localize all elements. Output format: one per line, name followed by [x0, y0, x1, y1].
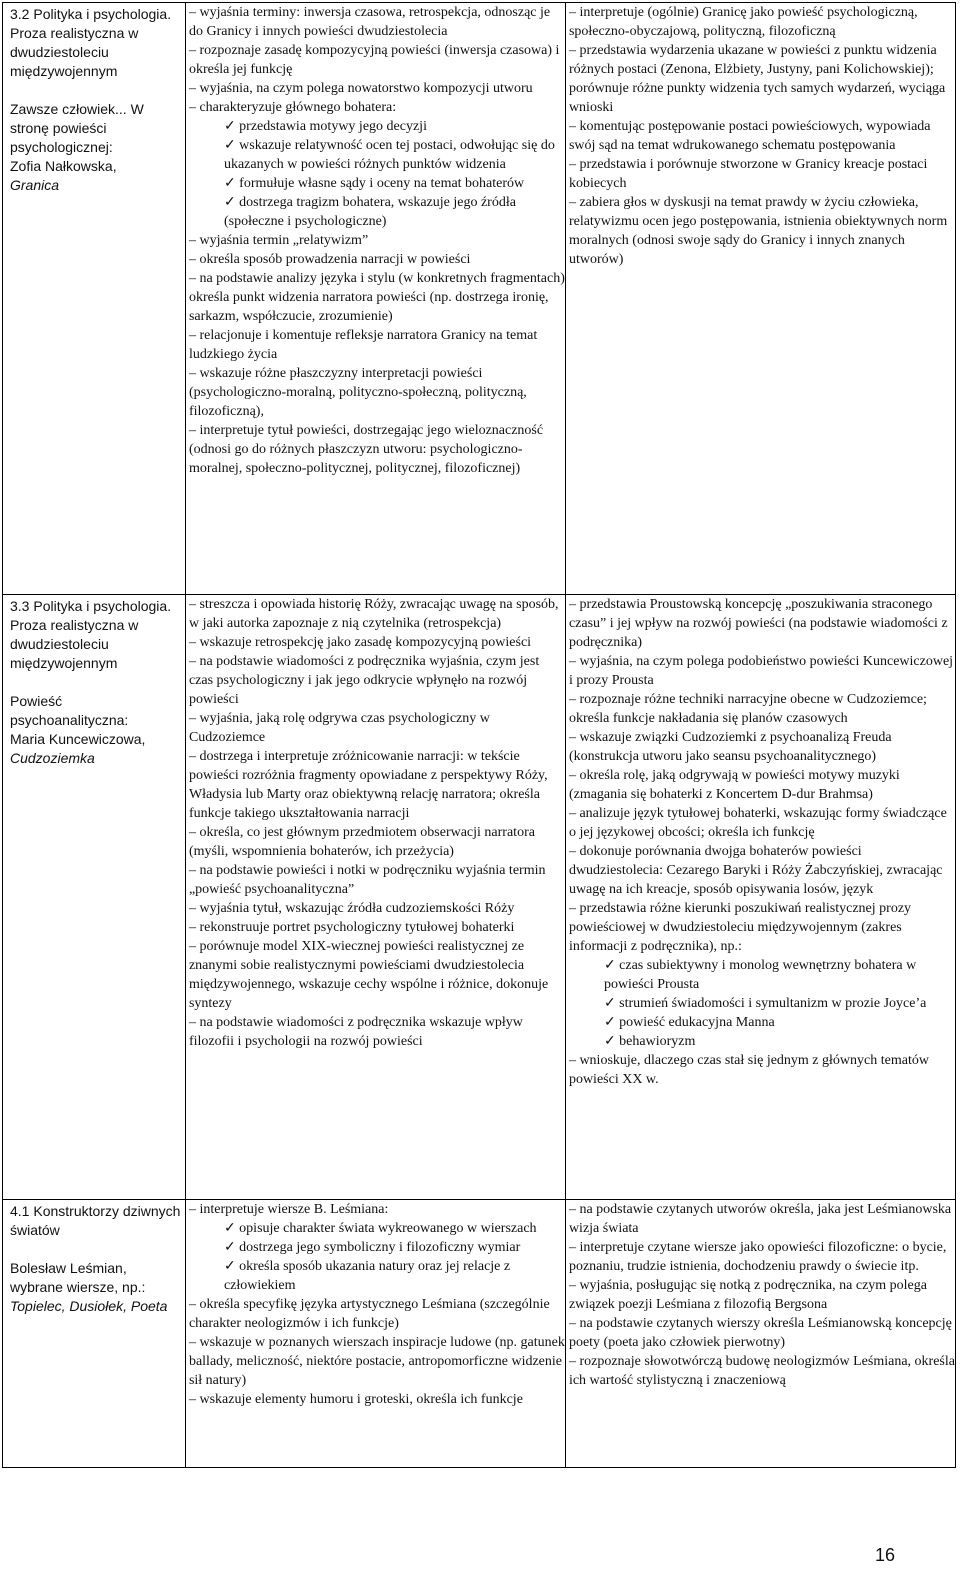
extended-requirements-cell — [565, 595, 955, 1200]
requirement-item: – na podstawie wiadomości z podręcznika wyjaśnia, czym jest czas psychologiczny i jak jego odkrycie wpłynęło na rozwój powieści — [188, 654, 540, 707]
section-cell — [3, 595, 186, 1200]
extended-requirements-cell — [565, 3, 955, 595]
requirement-item: – na podstawie czytanych wierszy określa Leśmianowską koncepcję poety (poeta jako człowiek pierwotny) — [568, 1316, 952, 1350]
requirement-item: – przedstawia i porównuje stworzone w Granicy kreacje postaci kobiecych — [568, 157, 928, 191]
section-title: 3.3 Polityka i psychologia. Proza realistyczna w dwudziestoleciu międzywojennym — [10, 598, 172, 671]
basic-requirements-cell — [185, 3, 565, 595]
requirement-item: ✓ powieść edukacyjna Manna — [603, 1015, 775, 1030]
requirement-item: – wskazuje elementy humoru i groteski, określa ich funkcje — [188, 1392, 523, 1407]
requirement-item: – wskazuje różne płaszczyzny interpretacji powieści (psychologiczno-moralną, polityczno-społeczną, polityczną, filozoficzną), — [188, 366, 527, 419]
requirement-item: – interpretuje tytuł powieści, dostrzegając jego wieloznaczność (odnosi go do różnych płaszczyzn utworu: psychologiczno-moralnej, społeczno-politycznej, politycznej, filozoficznej) — [188, 423, 544, 476]
requirement-item: – przedstawia Proustowską koncepcję „poszukiwania straconego czasu” i jej wpływ na rozwój powieści (na podstawie wiadomości z podręcznika) — [568, 597, 948, 650]
requirement-item: – streszcza i opowiada historię Róży, zwracając uwagę na sposób, w jaki autorka zapoznaje z nią czytelnika (retrospekcja) — [188, 597, 559, 631]
requirement-item: – wyjaśnia termin „relatywizm” — [188, 233, 369, 248]
section-title: 3.2 Polityka i psychologia. Proza realistyczna w dwudziestoleciu międzywojennym — [10, 6, 172, 79]
section-author: Maria Kuncewiczowa, — [10, 731, 146, 747]
requirement-item: ✓ określa sposób ukazania natury oraz jej relacje z człowiekiem — [223, 1259, 511, 1293]
requirement-item: – interpretuje czytane wiersze jako opowieści filozoficzne: o bycie, poznaniu, trudzie istnienia, dochodzeniu prawdy o świecie itp. — [568, 1240, 947, 1274]
requirement-item: – na podstawie czytanych utworów określa, jaka jest Leśmianowska wizja świata — [568, 1202, 952, 1236]
requirement-item: – określa rolę, jaką odgrywają w powieści motywy muzyki (zmagania się bohaterki z Koncertem D-dur Brahmsa) — [568, 768, 900, 802]
basic-requirements-cell — [185, 1200, 565, 1468]
requirement-item: – interpretuje (ogólnie) Granicę jako powieść psychologiczną, społeczno-obyczajową, polityczną, filozoficzną — [568, 5, 918, 39]
requirement-item: – określa sposób prowadzenia narracji w powieści — [188, 252, 471, 267]
requirement-item: – na podstawie powieści i notki w podręczniku wyjaśnia termin „powieść psychoanalityczna” — [188, 863, 546, 897]
section-title: 4.1 Konstruktorzy dziwnych światów — [10, 1203, 181, 1238]
extended-requirements-cell — [565, 1200, 955, 1468]
requirement-item: ✓ dostrzega jego symboliczny i filozoficzny wymiar — [223, 1240, 521, 1255]
requirement-item: – rozpoznaje różne techniki narracyjne obecne w Cudzoziemce; określa funkcje nakładania się planów czasowych — [568, 692, 927, 726]
section-work: Granica — [10, 177, 60, 193]
requirement-item: – wyjaśnia terminy: inwersja czasowa, retrospekcja, odnosząc je do Granicy i innych powieści dwudziestolecia — [188, 5, 551, 39]
requirement-item: – wyjaśnia, na czym polega podobieństwo powieści Kuncewiczowej i prozy Prousta — [568, 654, 954, 688]
requirement-item: ✓ formułuje własne sądy i oceny na temat bohaterów — [223, 176, 525, 191]
requirement-item: – wyjaśnia, na czym polega nowatorstwo kompozycji utworu — [188, 81, 533, 96]
curriculum-table — [2, 2, 956, 1468]
requirement-item: – na podstawie wiadomości z podręcznika wskazuje wpływ filozofii i psychologii na rozwój powieści — [188, 1015, 523, 1049]
requirement-item: ✓ strumień świadomości i symultanizm w prozie Joyce’a — [603, 996, 927, 1011]
requirement-item: – interpretuje wiersze B. Leśmiana: — [188, 1202, 389, 1217]
requirement-item: – wskazuje związki Cudzoziemki z psychoanalizą Freuda (konstrukcja utworu jako seansu psychoanalitycznego) — [568, 730, 892, 764]
requirement-item: – wskazuje w poznanych wierszach inspiracje ludowe (np. gatunek ballady, meliczność, niektóre postacie, antropomorficzne widzenie sił natury) — [188, 1335, 565, 1388]
section-subtitle: Bolesław Leśmian, wybrane wiersze, np.: — [10, 1260, 146, 1295]
requirement-item: ✓ przedstawia motywy jego decyzji — [223, 119, 427, 134]
requirement-item: – dokonuje porównania dwojga bohaterów powieści dwudziestolecia: Cezarego Baryki i Róży Żabczyńskiej, zwracając uwagę na ich kreacje, sposób opisywania losów, język — [568, 844, 943, 897]
requirement-item: – wyjaśnia, posługując się notką z podręcznika, na czym polega związek poezji Leśmiana z filozofią Bergsona — [568, 1278, 927, 1312]
requirement-item: – przedstawia wydarzenia ukazane w powieści z punktu widzenia różnych postaci (Zenona, Elżbiety, Justyny, pani Kolichowskiej); porównuje różne punkty widzenia tych samych wydarzeń, wyciąga wnioski — [568, 43, 946, 115]
requirement-item: – rozpoznaje zasadę kompozycyjną powieści (inwersja czasowa) i określa jej funkcję — [188, 43, 560, 77]
requirement-item: ✓ opisuje charakter świata wykreowanego w wierszach — [223, 1221, 537, 1236]
basic-requirements-cell — [185, 595, 565, 1200]
page-number: 16 — [874, 1545, 895, 1565]
requirement-item: ✓ dostrzega tragizm bohatera, wskazuje jego źródła (społeczne i psychologiczne) — [223, 195, 516, 229]
requirement-item: – porównuje model XIX-wiecznej powieści realistycznej ze znanymi sobie realistycznymi powieściami dwudziestolecia międzywojennego, wskazuje cechy wspólne i różnice, dokonuje syntezy — [188, 939, 549, 1011]
requirement-item: – określa, co jest głównym przedmiotem obserwacji narratora (myśli, wspomnienia bohaterów, ich przeżycia) — [188, 825, 535, 859]
requirement-item: – komentując postępowanie postaci powieściowych, wypowiada swój sąd na temat wdrukowanego schematu postępowania — [568, 119, 931, 153]
section-cell — [3, 1200, 186, 1468]
section-subtitle: Powieść psychoanalityczna: — [10, 693, 129, 728]
requirement-item: – charakteryzuje głównego bohatera: — [188, 100, 397, 115]
requirement-item: – relacjonuje i komentuje refleksje narratora Granicy na temat ludzkiego życia — [188, 328, 538, 362]
requirement-item: – wyjaśnia, jaką rolę odgrywa czas psychologiczny w Cudzoziemce — [188, 711, 490, 745]
requirement-item: ✓ behawioryzm — [603, 1034, 696, 1049]
table-row — [3, 595, 956, 1200]
section-cell — [3, 3, 186, 595]
section-author: Zofia Nałkowska, — [10, 158, 117, 174]
requirement-item: – wskazuje retrospekcję jako zasadę kompozycyjną powieści — [188, 635, 532, 650]
section-work: Topielec, Dusiołek, Poeta — [10, 1298, 168, 1314]
requirement-item: – określa specyfikę języka artystycznego Leśmiana (szczególnie charakter neologizmów i ich funkcje) — [188, 1297, 550, 1331]
requirement-item: – wnioskuje, dlaczego czas stał się jednym z głównych tematów powieści XX w. — [568, 1053, 929, 1087]
requirement-item: ✓ czas subiektywny i monolog wewnętrzny bohatera w powieści Prousta — [603, 958, 917, 992]
requirement-item: – wyjaśnia tytuł, wskazując źródła cudzoziemskości Róży — [188, 901, 515, 916]
requirement-item: – rekonstruuje portret psychologiczny tytułowej bohaterki — [188, 920, 515, 935]
table-row — [3, 1200, 956, 1468]
requirement-item: – na podstawie analizy języka i stylu (w konkretnych fragmentach) określa punkt widzenia narratora powieści (np. dostrzega ironię, sarkazm, współczucie, zrozumienie) — [188, 271, 565, 324]
requirement-item: – rozpoznaje słowotwórczą budowę neologizmów Leśmiana, określa ich wartość stylistyczną i znaczeniową — [568, 1354, 955, 1388]
requirement-item: – przedstawia różne kierunki poszukiwań realistycznej prozy powieściowej w dwudziestoleciu międzywojennym (zakres informacji z podręcznika), np.: — [568, 901, 912, 954]
requirement-item: – dostrzega i interpretuje zróżnicowanie narracji: w tekście powieści rozróżnia fragmenty opowiadane z perspektywy Róży, Władysia lub Marty oraz obiektywną relację narratora; określa funkcje takiego ukształtowania narracji — [188, 749, 548, 821]
section-subtitle: Zawsze człowiek... W stronę powieści psychologicznej: — [10, 101, 144, 155]
requirement-item: ✓ wskazuje relatywność ocen tej postaci, odwołując się do ukazanych w powieści różnych punktów widzenia — [223, 138, 555, 172]
requirement-item: – zabiera głos w dyskusji na temat prawdy w życiu człowieka, relatywizmu ocen jego postępowania, istnienia obiektywnych norm moralnych (odnosi swoje sądy do Granicy i innych znanych utworów) — [568, 195, 948, 267]
requirement-item: – analizuje język tytułowej bohaterki, wskazując formy świadczące o jej językowej obcości; określa ich funkcję — [568, 806, 947, 840]
section-work: Cudzoziemka — [10, 750, 95, 766]
table-row — [3, 3, 956, 595]
